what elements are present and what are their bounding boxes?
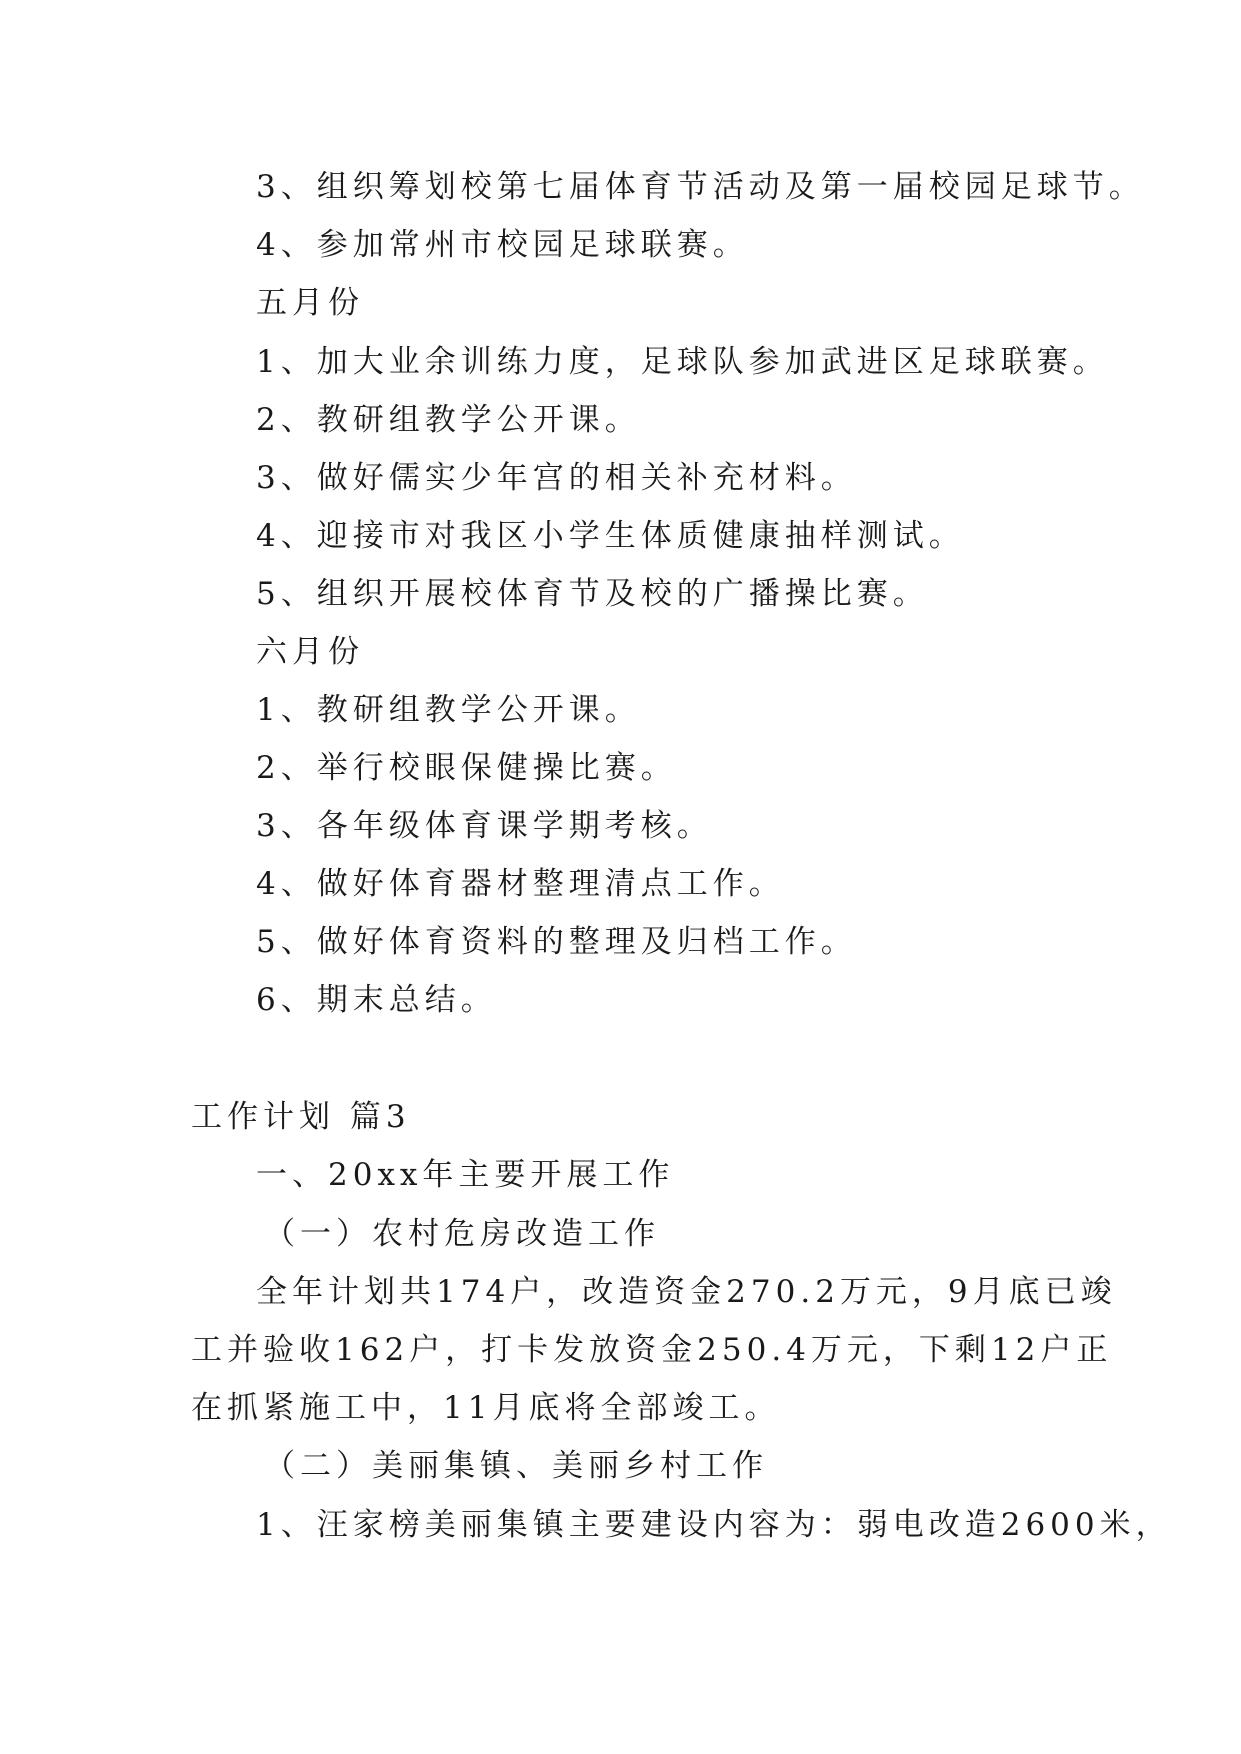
list-item: 6、期末总结。 xyxy=(256,982,497,1018)
month-heading-june: 六月份 xyxy=(256,634,364,670)
list-item: 1、加大业余训练力度，足球队参加武进区足球联赛。 xyxy=(256,344,1109,380)
subheading: （一）农村危房改造工作 xyxy=(264,1216,660,1252)
paragraph-line: 工并验收162户，打卡发放资金250.4万元，下剩12户正 xyxy=(191,1332,1113,1368)
list-item: 4、参加常州市校园足球联赛。 xyxy=(256,227,749,263)
list-item: 2、教研组教学公开课。 xyxy=(256,402,641,438)
section-title: 工作计划 篇3 xyxy=(191,1099,411,1135)
list-item: 2、举行校眼保健操比赛。 xyxy=(256,750,677,786)
list-item: 3、组织筹划校第七届体育节活动及第一届校园足球节。 xyxy=(256,169,1145,205)
list-item: 4、做好体育器材整理清点工作。 xyxy=(256,866,785,902)
paragraph-line: 在抓紧施工中，11月底将全部竣工。 xyxy=(191,1390,781,1426)
list-item: 3、做好儒实少年宫的相关补充材料。 xyxy=(256,460,857,496)
paragraph-line: 全年计划共174户，改造资金270.2万元，9月底已竣 xyxy=(256,1274,1117,1310)
month-heading-may: 五月份 xyxy=(256,285,364,321)
list-item: 5、做好体育资料的整理及归档工作。 xyxy=(256,924,857,960)
paragraph-line: 1、汪家榜美丽集镇主要建设内容为：弱电改造2600米， xyxy=(256,1507,1172,1543)
heading: 一、20xx年主要开展工作 xyxy=(256,1157,675,1193)
list-item: 3、各年级体育课学期考核。 xyxy=(256,808,713,844)
list-item: 1、教研组教学公开课。 xyxy=(256,692,641,728)
subheading: （二）美丽集镇、美丽乡村工作 xyxy=(264,1448,768,1484)
list-item: 4、迎接市对我区小学生体质健康抽样测试。 xyxy=(256,518,965,554)
list-item: 5、组织开展校体育节及校的广播操比赛。 xyxy=(256,576,929,612)
